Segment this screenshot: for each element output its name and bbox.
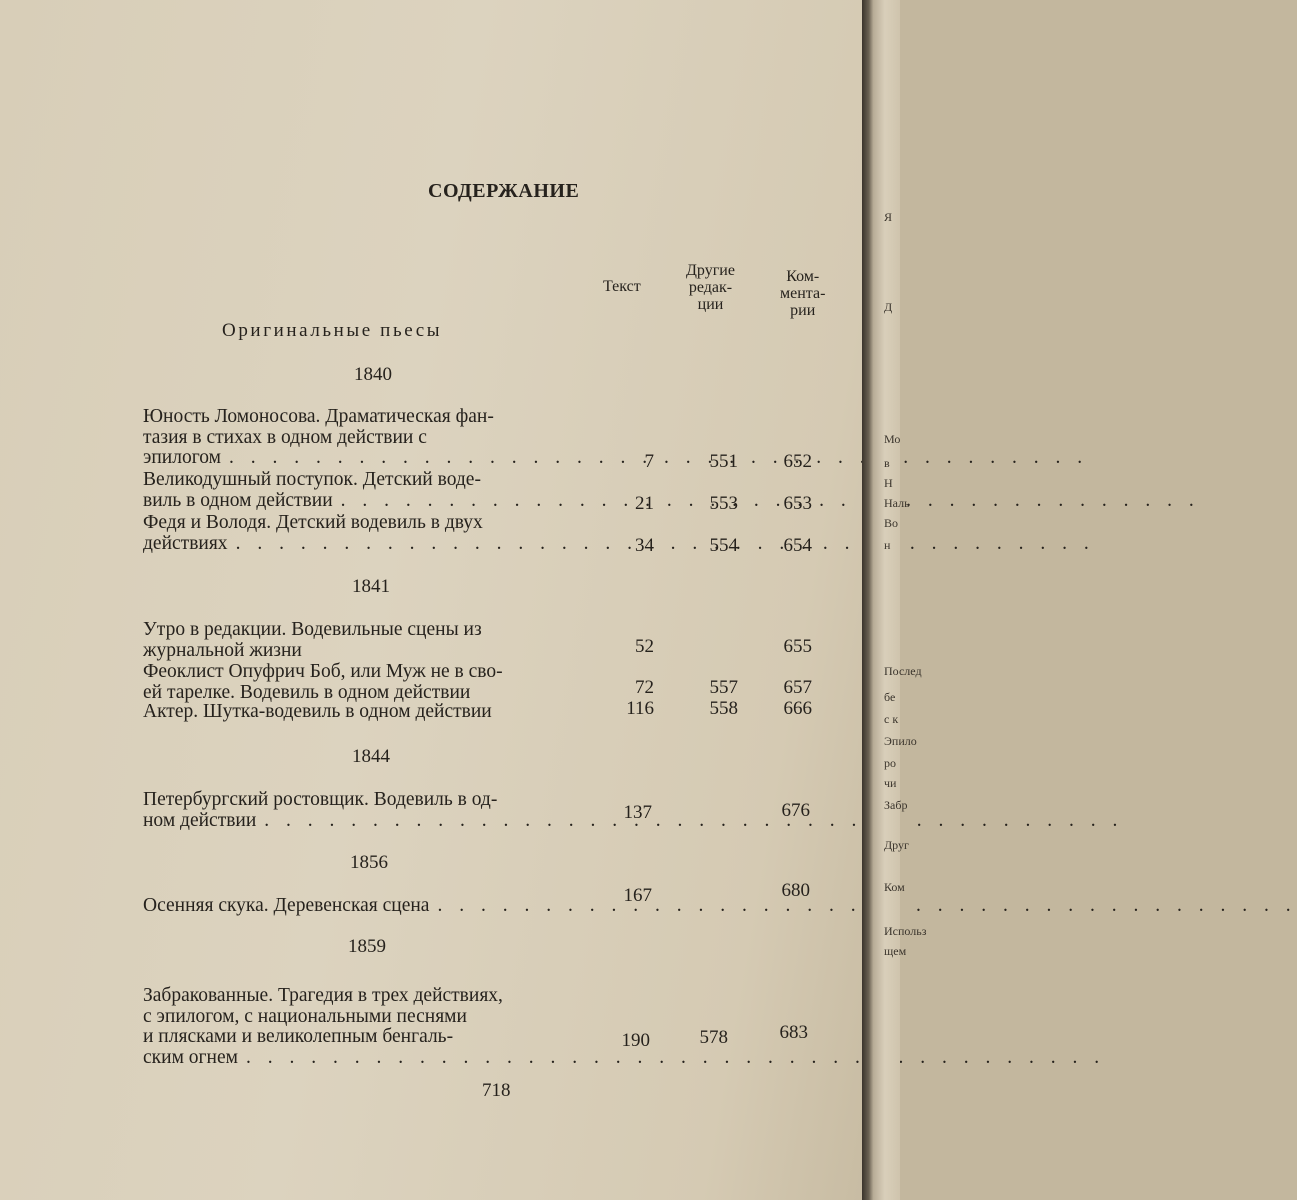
page-number: 718 xyxy=(482,1080,511,1101)
page-number-text: 167 xyxy=(623,885,652,906)
section-heading: Оригинальные пьесы xyxy=(222,320,443,341)
page-number-other: 578 xyxy=(699,1027,728,1048)
edge-fragment: Послед xyxy=(884,664,922,678)
page-number-comments: 655 xyxy=(783,636,812,657)
page-number-comments: 666 xyxy=(783,698,812,719)
edge-fragment: Друг xyxy=(884,838,909,852)
page-number-other: 557 xyxy=(709,677,738,698)
edge-fragment: щем xyxy=(884,944,907,958)
edge-fragment: в xyxy=(884,456,890,470)
edge-fragment: ро xyxy=(884,756,896,770)
leader-dots xyxy=(228,534,1095,555)
edge-fragment: с к xyxy=(884,712,899,726)
toc-entry xyxy=(143,790,598,831)
page-number-comments: 653 xyxy=(783,493,812,514)
page-number-comments: 680 xyxy=(781,880,810,901)
entry-line: журнальной жизни xyxy=(143,639,302,661)
entry-line: с эпилогом, с национальными песнями xyxy=(143,1005,467,1027)
entry-line: ским огнем . . . xyxy=(143,1048,598,1069)
toc-entry xyxy=(143,470,598,511)
entry-line: Забракованные. Трагедия в трех действиях, xyxy=(143,985,503,1006)
column-header-other-line3: ции xyxy=(697,296,724,313)
column-header-comm-line3: рии xyxy=(790,302,816,319)
toc-entry xyxy=(143,702,598,723)
entry-line: действиях . . . xyxy=(143,534,598,555)
year-heading: 1844 xyxy=(352,746,390,767)
edge-fragment: Эпило xyxy=(884,734,917,748)
entry-line: тазия в стихах в одном действии с xyxy=(143,426,427,448)
page-number-comments: 654 xyxy=(783,535,812,556)
page-number-other: 551 xyxy=(709,451,738,472)
column-header-comm-line2: мента- xyxy=(780,285,826,302)
page-number-other: 554 xyxy=(709,535,738,556)
toc-entry xyxy=(143,662,598,703)
edge-fragment: Ком xyxy=(884,880,905,894)
entry-line: Федя и Володя. Детский водевиль в двух xyxy=(143,512,483,533)
page-number-comments: 652 xyxy=(783,451,812,472)
page-number-text: 190 xyxy=(621,1030,650,1051)
toc-entry xyxy=(143,986,598,1068)
entry-line: Великодушный поступок. Детский воде- xyxy=(143,469,481,490)
edge-fragment: бе xyxy=(884,690,896,704)
toc-entry xyxy=(143,896,598,917)
page-number-text: 72 xyxy=(635,677,654,698)
column-header-text xyxy=(603,278,641,295)
page-number-text: 52 xyxy=(635,636,654,657)
entry-line: и плясками и великолепным бенгаль- xyxy=(143,1026,454,1047)
page-number-text: 34 xyxy=(635,535,654,556)
edge-fragment: Во xyxy=(884,516,899,530)
entry-line: ном действии . . . xyxy=(143,811,598,832)
toc-entry xyxy=(143,513,598,554)
edge-fragment: Мо xyxy=(884,432,901,446)
edge-fragment: н xyxy=(884,538,891,552)
edge-fragment: Использ xyxy=(884,924,927,938)
year-heading: 1859 xyxy=(348,936,386,957)
entry-line: Феоклист Опуфрич Боб, или Муж не в сво- xyxy=(143,661,503,682)
entry-line: виль в одном действии . . . xyxy=(143,491,598,512)
column-header-text-label: Текст xyxy=(603,278,641,295)
edge-fragment: Н xyxy=(884,476,893,490)
page-number-text: 7 xyxy=(644,451,654,472)
page-number-other: 558 xyxy=(709,698,738,719)
toc-entry xyxy=(143,407,598,469)
entry-line: Осенняя скука. Деревенская сцена . . . xyxy=(143,896,598,917)
year-heading: 1840 xyxy=(354,364,392,385)
edge-fragment: Я xyxy=(884,210,893,224)
edge-fragment: Забр xyxy=(884,798,908,812)
edge-fragment: Д xyxy=(884,300,893,314)
leader-dots xyxy=(256,811,1123,832)
entry-line: Юность Ломоносова. Драматическая фан- xyxy=(143,406,494,427)
edge-fragment: Наль xyxy=(884,496,910,510)
year-heading: 1841 xyxy=(352,576,390,597)
column-header-comments xyxy=(780,268,825,319)
page-number-comments: 683 xyxy=(779,1022,808,1043)
entry-line: Актер. Шутка-водевиль в одном действии xyxy=(143,701,492,722)
entry-line: эпилогом . . . xyxy=(143,448,598,469)
page-title: СОДЕРЖАНИЕ xyxy=(428,180,580,202)
page-number-comments: 657 xyxy=(783,677,812,698)
leader-dots xyxy=(238,1048,1105,1069)
entry-line: ей тарелке. Водевиль в одном действии xyxy=(143,681,471,703)
year-heading: 1856 xyxy=(350,852,388,873)
entry-line: Петербургский ростовщик. Водевиль в од- xyxy=(143,789,498,810)
entry-line: Утро в редакции. Водевильные сцены из xyxy=(143,619,482,640)
column-header-other-line1: Другие xyxy=(686,262,735,279)
edge-fragment: чи xyxy=(884,776,897,790)
leader-dots xyxy=(221,448,1088,469)
page-number-text: 116 xyxy=(626,698,654,719)
page-number-other: 553 xyxy=(709,493,738,514)
page-number-comments: 676 xyxy=(781,800,810,821)
page-number-text: 21 xyxy=(635,493,654,514)
column-header-other-line2: редак- xyxy=(688,279,733,296)
page-number-text: 137 xyxy=(623,802,652,823)
toc-entry xyxy=(143,620,598,661)
column-header-comm-line1: Ком- xyxy=(786,268,820,285)
column-header-other-editions xyxy=(686,262,735,313)
